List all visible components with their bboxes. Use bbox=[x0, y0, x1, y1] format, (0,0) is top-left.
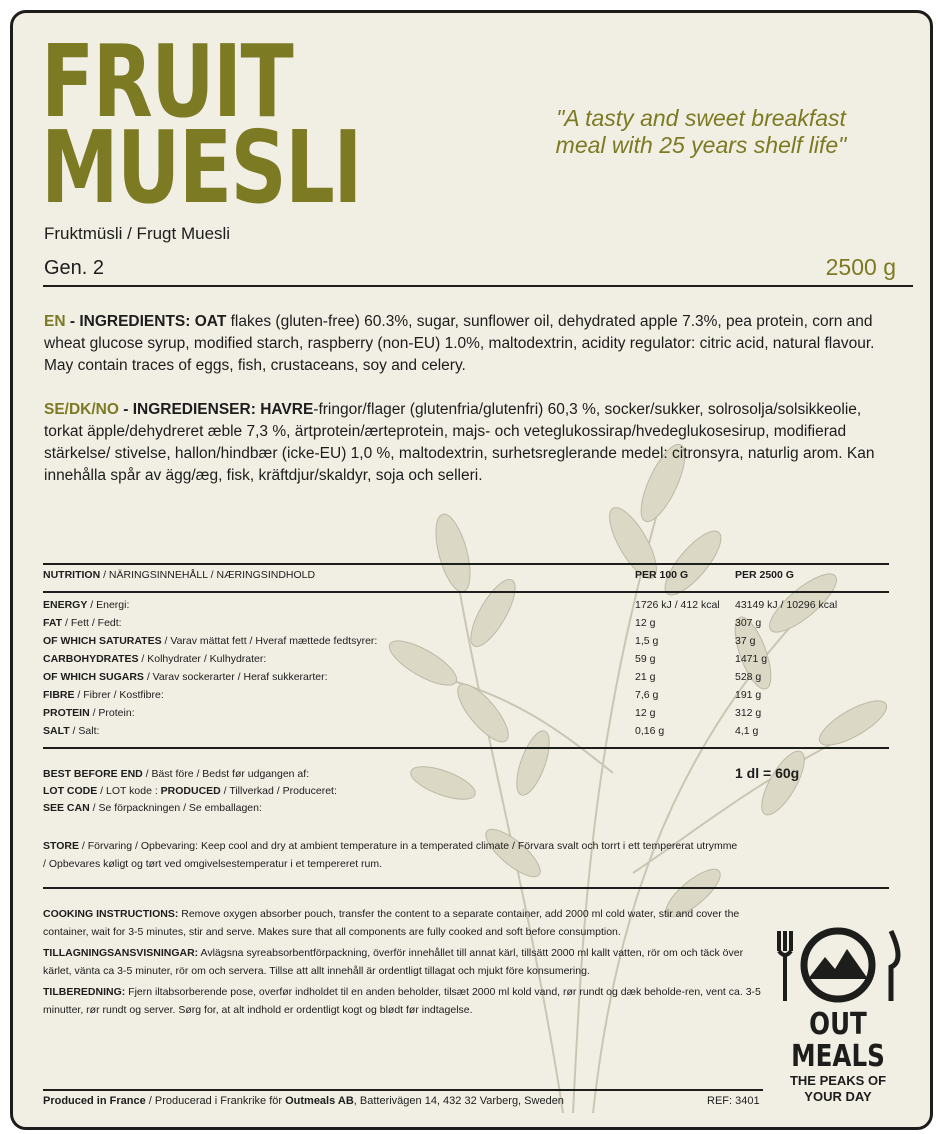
divider bbox=[43, 285, 913, 287]
logo-slogan: THE PEAKS OF YOUR DAY bbox=[789, 1073, 887, 1104]
lead-ingredient: OAT bbox=[194, 313, 227, 330]
ingredients-text: -fringor/flager (glutenfria/glutenfri) 60,3 %, socker/sukker, solrosolja/solsikkeolie, torkat äpple/dehydreret æble 7,3 %, ärtprotein/ærteprotein, majs- och veteglukossirap/hvedeglukosesirup, modifierad stärkelse/ stivelse, hallon/hindbær (icke-EU) 1,0 %, maltodextrin, surhetsreglerande medel: citronsyra, naturlig arom. Kan innehålla spår av ägg/æg, fisk, kräftdjur/skaldyr, soja och selleri. bbox=[44, 401, 875, 484]
divider bbox=[43, 591, 889, 593]
table-row: FAT / Fett / Fedt: 12 g 307 g bbox=[43, 617, 762, 629]
separator: - bbox=[118, 401, 133, 418]
ingredients-en bbox=[44, 311, 904, 377]
lot-code: LOT CODE / LOT kode : PRODUCED / Tillverkad / Produceret: bbox=[43, 785, 337, 797]
ingredients-heading: INGREDIENTS bbox=[79, 313, 186, 330]
table-row: FIBRE / Fibrer / Kostfibre: 7,6 g 191 g bbox=[43, 689, 762, 701]
reference-code: REF: 3401 bbox=[707, 1095, 760, 1107]
best-before: BEST BEFORE END / Bäst före / Bedst før udgangen af: bbox=[43, 768, 310, 780]
column-per-2500g: PER 2500 G bbox=[735, 569, 794, 581]
title-line-1: FRUIT bbox=[41, 23, 293, 140]
table-row: CARBOHYDRATES / Kolhydrater / Kulhydrater: 59 g 1471 g bbox=[43, 653, 768, 665]
outmeals-logo bbox=[773, 921, 903, 1111]
serving-size: 1 dl = 60g bbox=[735, 765, 800, 781]
divider bbox=[43, 563, 889, 565]
tagline: "A tasty and sweet breakfast meal with 25 years shelf life" bbox=[555, 105, 847, 158]
ingredients-text: flakes (gluten-free) 60.3%, sugar, sunflower oil, dehydrated apple 7.3%, pea protein, corn and wheat glucose syrup, modified starch, raspberry (non-EU) 1.0%, maltodextrin, acidity regulator: citric acid, natural flavour. May contain traces of eggs, fish, crustaceans, soy and celery. bbox=[44, 313, 875, 374]
product-title bbox=[41, 23, 361, 226]
cooking-dk: TILBEREDNING: Fjern iltabsorberende pose, overfør indholdet til en anden beholder, tilsæt 2000 ml kold vand, rør rundt og dæk beholde-ren, vent ca. 3-5 minutter, rør rundt og server. Sørg for, at alt indhold er ordentligt kogt og blødt før indtagelse. bbox=[43, 986, 761, 1016]
mountain-plate-icon bbox=[773, 921, 903, 1005]
table-row: OF WHICH SUGARS / Varav sockerarter / Heraf sukkerarter: 21 g 528 g bbox=[43, 671, 762, 683]
lang-code: EN bbox=[44, 313, 66, 330]
separator: - bbox=[65, 313, 80, 330]
table-row: SALT / Salt: 0,16 g 4,1 g bbox=[43, 725, 759, 737]
ingredients-heading: INGREDIENSER bbox=[132, 401, 251, 418]
lead-ingredient: HAVRE bbox=[260, 401, 314, 418]
nutrition-header bbox=[43, 569, 889, 585]
storage: STORE / Förvaring / Opbevaring: Keep cool and dry at ambient temperature in a temperated climate / Förvara svalt och torrt i ett tempererat utrymme / Opbevares køligt og tørt ved omgivelsestemperatur i et tempereret rum. bbox=[43, 840, 738, 870]
see-can: SEE CAN / Se förpackningen / Se emballagen: bbox=[43, 802, 262, 814]
colon: : bbox=[250, 401, 261, 418]
product-generation: Gen. 2 bbox=[44, 257, 105, 279]
title-line-2: MUESLI bbox=[41, 109, 361, 226]
product-weight: 2500 g bbox=[825, 254, 896, 280]
divider bbox=[43, 887, 889, 889]
colon: : bbox=[185, 313, 195, 330]
ingredients-nordic bbox=[44, 399, 904, 487]
product-label bbox=[10, 10, 933, 1130]
divider bbox=[43, 1089, 763, 1091]
table-row: ENERGY / Energi: 1726 kJ / 412 kcal 43149 kJ / 10296 kcal bbox=[43, 599, 838, 611]
product-subname: Fruktmüsli / Frugt Muesli bbox=[44, 224, 231, 243]
divider bbox=[43, 747, 889, 749]
table-row: OF WHICH SATURATES / Varav mättat fett / Hveraf mættede fedtsyrer: 1,5 g 37 g bbox=[43, 635, 756, 647]
lang-code: SE/DK/NO bbox=[44, 401, 119, 418]
table-row: PROTEIN / Protein: 12 g 312 g bbox=[43, 707, 762, 719]
cooking-en: COOKING INSTRUCTIONS: Remove oxygen absorber pouch, transfer the content to a separate container, add 2000 ml cold water, stir and cover the container, wait for 3-5 minutes, stir and serve. Makes sure that all components are fully cooked and soft before consumption. bbox=[43, 908, 740, 938]
cooking-se: TILLAGNINGSANSVISNINGAR: Avlägsna syreabsorbentförpackning, överför innehållet till annat kärl, tillsätt 2000 ml kallt vatten, rör om och täck över kärlet, vänta ca 3-5 minuter, rör om och servera. Tillse att allt innehåll är ordentligt tillagat och mjukt före konsumering. bbox=[43, 947, 744, 977]
producer-footer: Produced in France / Producerad i Frankrike för Outmeals AB, Batterivägen 14, 432 32 Varberg, Sweden bbox=[43, 1095, 564, 1107]
nutrition-header-label: NUTRITION / NÄRINGSINNEHÅLL / NÆRINGSINDHOLD bbox=[43, 569, 316, 581]
logo-wordmark: OUT MEALS bbox=[791, 1007, 885, 1074]
column-per-100g: PER 100 G bbox=[635, 569, 689, 581]
